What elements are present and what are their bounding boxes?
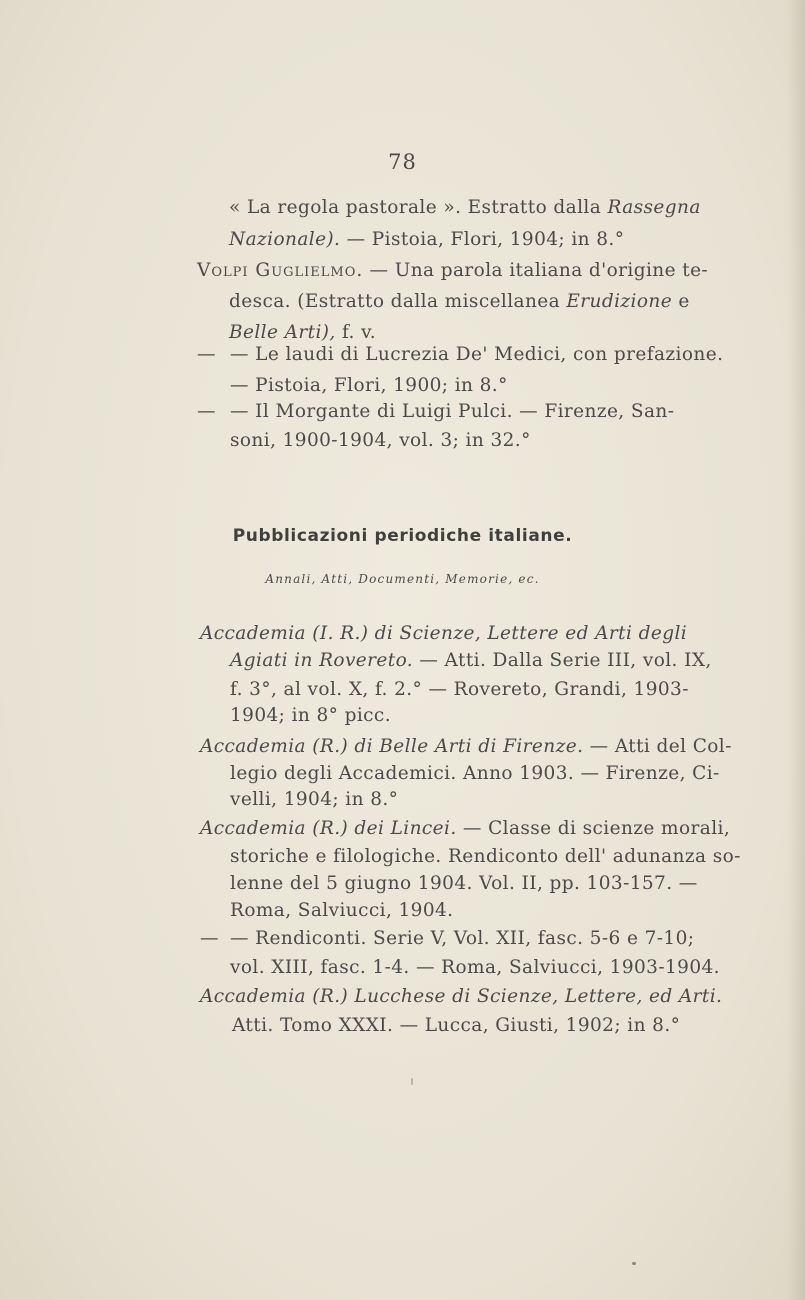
entry-line: Roma, Salviucci, 1904. bbox=[230, 900, 454, 921]
text-line: Nazionale). — Pistoia, Flori, 1904; in 8.° bbox=[229, 229, 625, 250]
entry-line: storiche e filologiche. Rendiconto dell' adunanza so- bbox=[230, 846, 741, 867]
paper-speck bbox=[411, 1078, 413, 1085]
ditto-dash: — bbox=[197, 401, 216, 422]
text-line: Belle Arti), f. v. bbox=[229, 322, 377, 343]
author-name: Volpi Guglielmo. bbox=[197, 260, 364, 281]
text-line: « La regola pastorale ». Estratto dalla Rassegna bbox=[229, 197, 701, 218]
author-entry: Volpi Guglielmo. — Una parola italiana d'origine te- bbox=[197, 260, 709, 281]
section-heading: Pubblicazioni periodiche italiane. bbox=[232, 526, 573, 546]
page-edge-shadow bbox=[787, 0, 805, 1300]
entry-line: velli, 1904; in 8.° bbox=[230, 789, 399, 810]
entry-line: Accademia (R.) dei Lincei. — Classe di scienze morali, bbox=[200, 818, 731, 839]
entry-line: — Rendiconti. Serie V, Vol. XII, fasc. 5-6 e 7-10; bbox=[230, 928, 695, 949]
entry-line: Agiati in Rovereto. — Atti. Dalla Serie III, vol. IX, bbox=[230, 650, 712, 671]
entry-line: Accademia (R.) Lucchese di Scienze, Lettere, ed Arti. bbox=[200, 986, 723, 1007]
text-line: — Le laudi di Lucrezia De' Medici, con prefazione. bbox=[230, 344, 724, 365]
text-line: — Il Morgante di Luigi Pulci. — Firenze, San- bbox=[230, 401, 675, 422]
entry-line: Accademia (I. R.) di Scienze, Lettere ed Arti degli bbox=[200, 623, 688, 644]
page-number: 78 bbox=[388, 150, 417, 174]
ditto-dash: — bbox=[200, 928, 219, 949]
entry-line: Atti. Tomo XXXI. — Lucca, Giusti, 1902; in 8.° bbox=[232, 1015, 681, 1036]
entry-line: legio degli Accademici. Anno 1903. — Firenze, Ci- bbox=[230, 763, 720, 784]
text-line: — Pistoia, Flori, 1900; in 8.° bbox=[230, 375, 508, 396]
text-line: desca. (Estratto dalla miscellanea Erudizione e bbox=[229, 291, 690, 312]
entry-line: lenne del 5 giugno 1904. Vol. II, pp. 103-157. — bbox=[230, 873, 698, 894]
entry-line: vol. XIII, fasc. 1-4. — Roma, Salviucci, 1903-1904. bbox=[230, 957, 720, 978]
ditto-dash: — bbox=[197, 344, 216, 365]
text-line: soni, 1900-1904, vol. 3; in 32.° bbox=[230, 430, 531, 451]
section-subheading: Annali, Atti, Documenti, Memorie, ec. bbox=[265, 572, 540, 586]
entry-line: f. 3°, al vol. X, f. 2.° — Rovereto, Grandi, 1903- bbox=[230, 679, 689, 700]
paper-speck bbox=[632, 1262, 636, 1265]
entry-line: Accademia (R.) di Belle Arti di Firenze. — Atti del Col- bbox=[200, 736, 732, 757]
entry-line: 1904; in 8° picc. bbox=[230, 705, 391, 726]
